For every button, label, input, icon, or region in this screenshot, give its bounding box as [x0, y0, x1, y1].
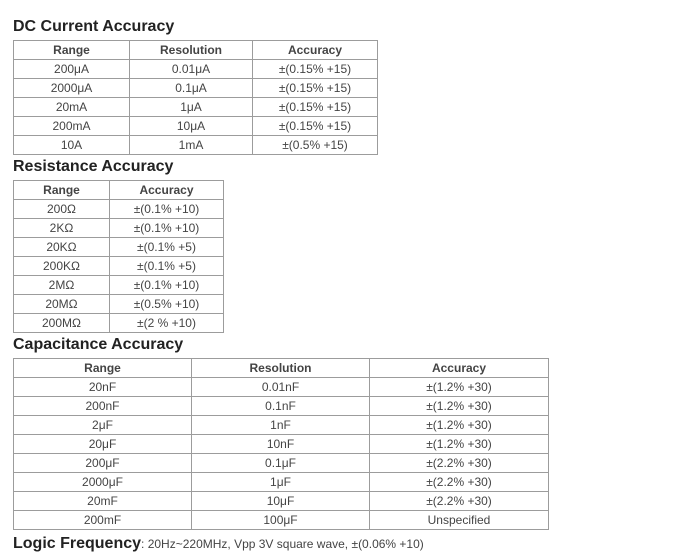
column-header: Range: [14, 359, 192, 378]
column-header: Accuracy: [370, 359, 549, 378]
table-cell: ±(0.5% +15): [253, 136, 378, 155]
capacitance-title: Capacitance Accuracy: [13, 336, 184, 353]
table-cell: 1mA: [130, 136, 253, 155]
table-row: [14, 492, 549, 511]
column-header: Resolution: [130, 41, 253, 60]
table-cell: ±(1.2% +30): [370, 416, 549, 435]
table-row: [14, 378, 549, 397]
table-cell: 200mF: [14, 511, 192, 530]
column-header: Accuracy: [253, 41, 378, 60]
table-cell: 0.01nF: [192, 378, 370, 397]
table-cell: ±(0.15% +15): [253, 60, 378, 79]
table-cell: 20nF: [14, 378, 192, 397]
table-cell: 0.1nF: [192, 397, 370, 416]
table-cell: 10μA: [130, 117, 253, 136]
table-row: [14, 117, 378, 136]
table-row: [14, 397, 549, 416]
table-cell: 2KΩ: [14, 219, 110, 238]
column-header: Range: [14, 181, 110, 200]
table-cell: 2000μA: [14, 79, 130, 98]
resistance-table: [13, 180, 224, 333]
resistance-title: Resistance Accuracy: [13, 158, 174, 175]
table-row: [14, 295, 224, 314]
table-cell: 2000μF: [14, 473, 192, 492]
capacitance-table: [13, 358, 549, 530]
table-cell: 200μF: [14, 454, 192, 473]
logic-frequency-label: Logic Frequency: [13, 535, 142, 552]
table-row: [14, 238, 224, 257]
table-cell: 100μF: [192, 511, 370, 530]
table-cell: 10A: [14, 136, 130, 155]
table-cell: ±(2.2% +30): [370, 473, 549, 492]
table-row: [14, 200, 224, 219]
table-row: [14, 473, 549, 492]
table-cell: ±(1.2% +30): [370, 435, 549, 454]
column-header: Accuracy: [110, 181, 224, 200]
table-cell: 200KΩ: [14, 257, 110, 276]
table-cell: 20KΩ: [14, 238, 110, 257]
logic-frequency-text: : 20Hz~220MHz, Vpp 3V square wave, ±(0.06% +10): [141, 537, 424, 551]
header-row: [14, 41, 378, 60]
table-cell: ±(1.2% +30): [370, 378, 549, 397]
table-cell: 20mF: [14, 492, 192, 511]
table-cell: 20MΩ: [14, 295, 110, 314]
table-cell: 0.1μF: [192, 454, 370, 473]
table-cell: ±(0.15% +15): [253, 79, 378, 98]
table-row: [14, 511, 549, 530]
table-cell: 200MΩ: [14, 314, 110, 333]
table-cell: 10μF: [192, 492, 370, 511]
table-cell: 1μA: [130, 98, 253, 117]
table-cell: ±(0.15% +15): [253, 117, 378, 136]
dc-current-title: DC Current Accuracy: [13, 18, 175, 35]
column-header: Range: [14, 41, 130, 60]
table-row: [14, 219, 224, 238]
table-row: [14, 60, 378, 79]
table-cell: ±(1.2% +30): [370, 397, 549, 416]
header-row: [14, 359, 549, 378]
table-cell: ±(0.1% +5): [110, 257, 224, 276]
table-cell: 20mA: [14, 98, 130, 117]
table-cell: ±(0.1% +10): [110, 219, 224, 238]
table-cell: 0.1μA: [130, 79, 253, 98]
table-row: [14, 454, 549, 473]
table-row: [14, 416, 549, 435]
table-row: [14, 257, 224, 276]
table-row: [14, 314, 224, 333]
table-cell: ±(2 % +10): [110, 314, 224, 333]
header-row: [14, 181, 224, 200]
table-cell: 0.01μA: [130, 60, 253, 79]
table-row: [14, 79, 378, 98]
table-cell: ±(0.1% +10): [110, 200, 224, 219]
table-cell: ±(2.2% +30): [370, 454, 549, 473]
logic-frequency: [13, 535, 424, 553]
table-cell: ±(0.5% +10): [110, 295, 224, 314]
table-cell: 1nF: [192, 416, 370, 435]
table-cell: 200nF: [14, 397, 192, 416]
table-cell: 10nF: [192, 435, 370, 454]
table-cell: ±(0.1% +5): [110, 238, 224, 257]
table-cell: 1μF: [192, 473, 370, 492]
table-cell: Unspecified: [370, 511, 549, 530]
table-cell: 200Ω: [14, 200, 110, 219]
table-cell: 20μF: [14, 435, 192, 454]
table-cell: ±(0.15% +15): [253, 98, 378, 117]
table-cell: ±(2.2% +30): [370, 492, 549, 511]
dc-current-table: [13, 40, 378, 155]
table-row: [14, 136, 378, 155]
table-row: [14, 276, 224, 295]
table-row: [14, 435, 549, 454]
table-cell: 2μF: [14, 416, 192, 435]
table-cell: 2MΩ: [14, 276, 110, 295]
table-cell: ±(0.1% +10): [110, 276, 224, 295]
column-header: Resolution: [192, 359, 370, 378]
table-cell: 200μA: [14, 60, 130, 79]
table-cell: 200mA: [14, 117, 130, 136]
table-row: [14, 98, 378, 117]
